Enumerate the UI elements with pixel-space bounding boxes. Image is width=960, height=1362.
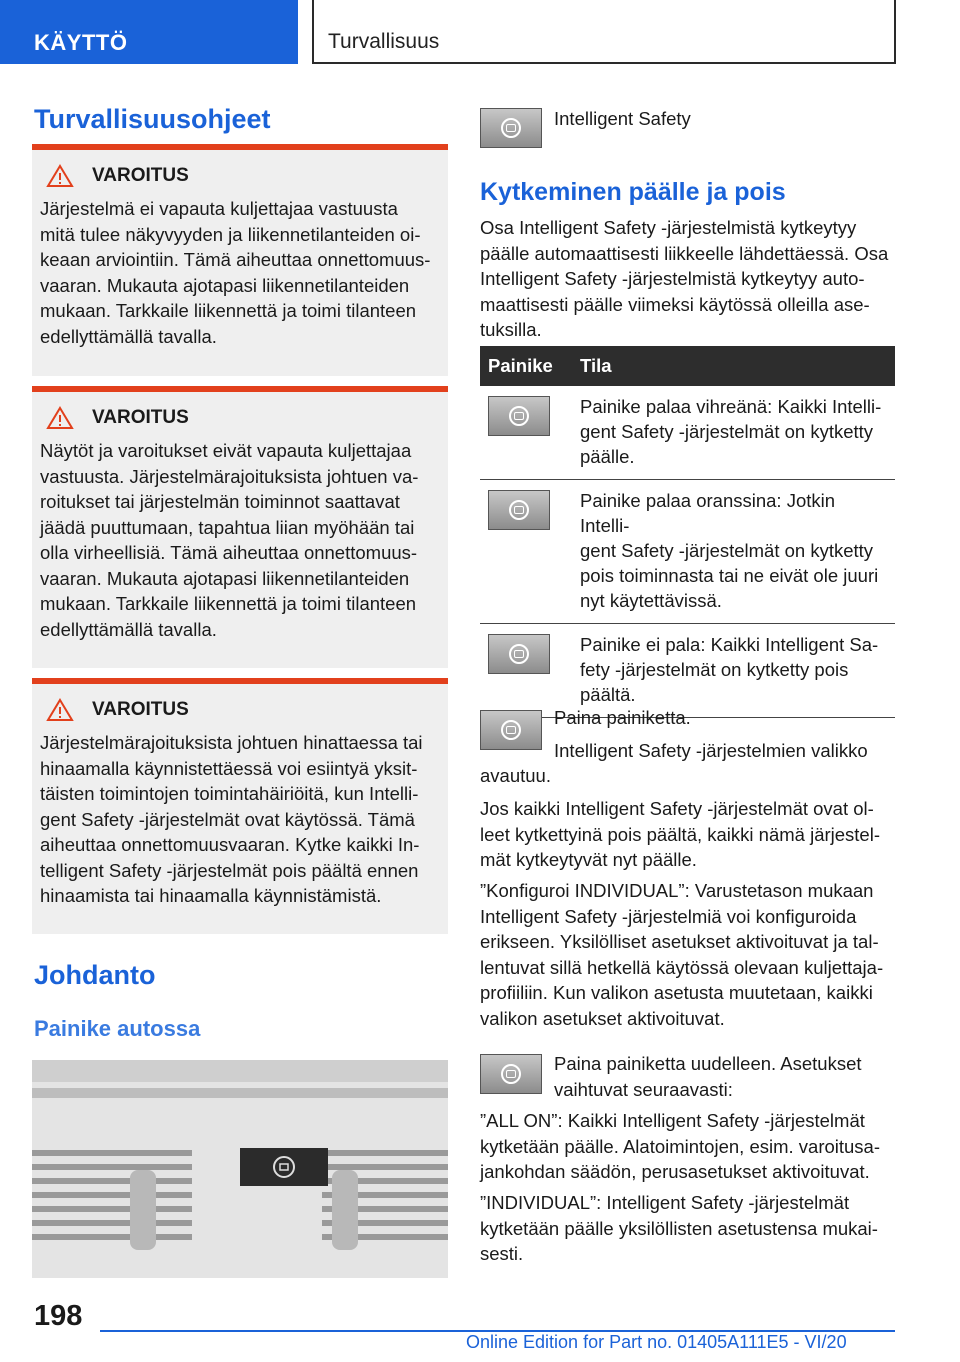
- status-button-image: [488, 490, 550, 530]
- table-cell-status: Painike palaa oranssina: Jotkin Intelli- gent Safety -järjestelmät on kytketty pois toiminnasta tai ne eivät ole juuri nyt käytettävissä.: [572, 480, 895, 624]
- table-row: [480, 386, 895, 480]
- warning-bar: [32, 386, 448, 392]
- paragraph-individual: ”INDIVIDUAL”: Intelligent Safety -järjestelmät kytketään päälle yksilöllisten asetustensa mukai- sesti.: [480, 1192, 878, 1264]
- status-button-image: [488, 634, 550, 674]
- intelligent-safety-icon: [501, 1064, 521, 1084]
- sub-heading: Painike autossa: [34, 1016, 201, 1041]
- status-button-image: [488, 396, 550, 436]
- intelligent-safety-icon: [509, 406, 529, 426]
- header-section-tab: [0, 0, 298, 64]
- warning-text: Järjestelmä ei vapauta kuljettajaa vastuusta mitä tulee näkyvyyden ja liikennetilanteiden oi- keaan arviointiin. Tämä aiheuttaa onnettomuus- vaaran. Mukauta ajotapasi liikennetilanteiden mukaan. Tarkkaile liikennettä ja toimi tilanteen edellyttämällä tavalla.: [40, 198, 431, 347]
- header-chapter-box: [312, 0, 896, 64]
- intelligent-safety-icon: [501, 118, 521, 138]
- warning-box-1: [32, 144, 448, 376]
- car-button-photo: [32, 1060, 448, 1278]
- paragraph-all-off: Jos kaikki Intelligent Safety -järjestelmät ovat ol- leet kytkettyinä pois päältä, kaikki nämä järjestel- mät kytkeytyvät nyt päälle.: [480, 798, 880, 870]
- table-cell-button: [480, 624, 572, 718]
- intelligent-safety-button-image: [480, 1054, 542, 1094]
- intro-paragraph: Osa Intelligent Safety -järjestelmistä kytkeytyy päälle automaattisesti liikkeelle lähdettäessä. Osa Intelligent Safety -järjestelmistä kytkeytyy auto- maattisesti päälle viimeksi käytössä olleilla ase- tuksilla.: [480, 217, 889, 340]
- edition-text: Online Edition for Part no. 01405A111E5 - VI/20: [466, 1332, 847, 1352]
- warning-header: [46, 404, 440, 432]
- warning-bar: [32, 144, 448, 150]
- intelligent-safety-icon: [509, 644, 529, 664]
- step-1-result: Intelligent Safety -järjestelmien valikko: [554, 740, 868, 761]
- dashboard-vents-illustration: [32, 1060, 448, 1278]
- section-heading: Kytkeminen päälle ja pois: [480, 178, 786, 206]
- table-row: [480, 624, 895, 718]
- intelligent-safety-icon: [509, 500, 529, 520]
- warning-label: VAROITUS: [92, 407, 189, 428]
- warning-box-2: [32, 386, 448, 668]
- table-header-cell: Tila: [572, 346, 895, 386]
- intro-heading: Johdanto: [34, 960, 156, 990]
- paragraph-all-on: ”ALL ON”: Kaikki Intelligent Safety -järjestelmät kytketään päälle. Alatoimintojen, esim. varoitusa- jankohdan säädön, perusasetukset aktivoituvat.: [480, 1110, 881, 1182]
- table-cell-status: Painike palaa vihreänä: Kaikki Intelli- gent Safety -järjestelmät on kytketty päälle.: [572, 386, 895, 480]
- intelligent-safety-button-image: [480, 108, 542, 148]
- step-1-result-cont: avautuu.: [480, 765, 551, 786]
- header-section-label: KÄYTTÖ: [34, 30, 128, 55]
- warning-label: VAROITUS: [92, 165, 189, 186]
- step-2-text: Paina painiketta uudelleen. Asetukset vaihtuvat seuraavasti:: [554, 1053, 862, 1100]
- intelligent-safety-icon: [501, 720, 521, 740]
- warning-triangle-icon: [46, 164, 74, 188]
- intelligent-safety-button-image: [480, 710, 542, 750]
- table-cell-button: [480, 386, 572, 480]
- table-header-row: [480, 346, 895, 386]
- warning-triangle-icon: [46, 406, 74, 430]
- paragraph-configure-individual: ”Konfiguroi INDIVIDUAL”: Varustetason mukaan Intelligent Safety -järjestelmiä voi konfiguroida erikseen. Yksilölliset asetukset aktivoituvat ja tal- lentuvat sillä hetkellä käytössä olevaan kuljettaja- profiiliin. Kun valikon asetusta muutetaan, kaikki valikon asetukset aktivoituvat.: [480, 880, 884, 1029]
- table-cell-button: [480, 480, 572, 624]
- warning-box-3: [32, 678, 448, 934]
- table-row: [480, 480, 895, 624]
- page-title: Turvallisuusohjeet: [34, 104, 271, 134]
- table-header-cell: Painike: [480, 346, 572, 386]
- button-caption: Intelligent Safety: [554, 108, 691, 129]
- button-status-table: [480, 346, 895, 718]
- warning-text: Järjestelmärajoituksista johtuen hinattaessa tai hinaamalla käynnistettäessä voi esiintyä yksit- täisten toimintojen toimintahäiriöitä, kun Intelli- gent Safety -järjestelmät ovat käytössä. Tämä aiheuttaa onnettomuusvaaran. Kytke kaikki In- telligent Safety -järjestelmät pois päältä ennen hinaamista tai hinaamalla käynnistämistä.: [40, 732, 423, 906]
- page-number: 198: [34, 1300, 83, 1332]
- header-chapter-label: Turvallisuus: [328, 30, 440, 53]
- warning-bar: [32, 678, 448, 684]
- warning-header: [46, 162, 440, 190]
- table-cell-status: Painike ei pala: Kaikki Intelligent Sa- fety -järjestelmät on kytketty pois päältä.: [572, 624, 895, 718]
- warning-text: Näytöt ja varoitukset eivät vapauta kuljettajaa vastuusta. Järjestelmärajoituksista johtuen va- roitukset tai järjestelmän toiminnot saattavat jäädä puuttumaan, tapahtua liian myöhään tai olla virheellisiä. Tämä aiheuttaa onnettomuus- vaaran. Mukauta ajotapasi liikennetilanteiden mukaan. Tarkkaile liikennettä ja toimi tilanteen edellyttämällä tavalla.: [40, 440, 419, 640]
- warning-header: [46, 696, 440, 724]
- warning-label: VAROITUS: [92, 699, 189, 720]
- step-1-text: Paina painiketta.: [554, 707, 691, 728]
- warning-triangle-icon: [46, 698, 74, 722]
